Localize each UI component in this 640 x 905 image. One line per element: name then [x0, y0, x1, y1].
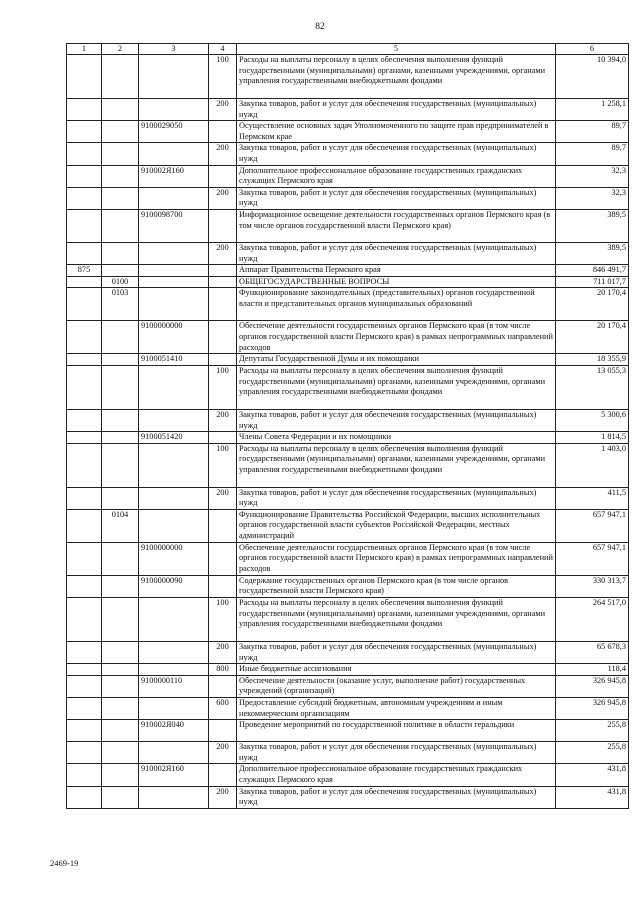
cell-name: Расходы на выплаты персоналу в целях обеспечения выполнения функций государственными (муниципальными) органами, казенными учреждениями, органами управления государственными внебюджетными фондами: [237, 443, 556, 487]
cell-amount: 330 313,7: [556, 575, 629, 597]
cell-amount: 846 491,7: [556, 265, 629, 277]
table-row: [67, 354, 629, 366]
cell-target-article: [139, 664, 209, 676]
cell-amount: 65 678,3: [556, 642, 629, 664]
cell-amount: 13 055,3: [556, 365, 629, 409]
cell-name: Закупка товаров, работ и услуг для обеспечения государственных (муниципальных) нужд: [237, 742, 556, 764]
cell-name: Расходы на выплаты персоналу в целях обеспечения выполнения функций государственными (муниципальными) органами, казенными учреждениями, органами управления государственными внебюджетными фондами: [237, 365, 556, 409]
table-row: [67, 99, 629, 121]
cell-expense-type: 100: [209, 443, 237, 487]
cell-department: [67, 443, 102, 487]
footer-code: 2469-19: [50, 858, 79, 868]
cell-section: [102, 598, 139, 642]
cell-expense-type: 200: [209, 242, 237, 264]
cell-amount: 118,4: [556, 664, 629, 676]
col-header-5: 5: [237, 44, 556, 55]
cell-expense-type: [209, 720, 237, 742]
cell-target-article: [139, 409, 209, 431]
cell-department: [67, 509, 102, 542]
table-row: [67, 432, 629, 444]
cell-expense-type: [209, 509, 237, 542]
table-row: [67, 55, 629, 99]
table-row: [67, 786, 629, 808]
cell-section: [102, 165, 139, 187]
cell-section: [102, 321, 139, 354]
cell-expense-type: [209, 575, 237, 597]
table-row: [67, 642, 629, 664]
cell-target-article: 9100051410: [139, 354, 209, 366]
cell-section: [102, 642, 139, 664]
cell-expense-type: [209, 542, 237, 575]
cell-target-article: 9100000000: [139, 321, 209, 354]
table-row: [67, 143, 629, 165]
cell-section: [102, 265, 139, 277]
table-row: [67, 365, 629, 409]
cell-name: Проведение мероприятий по государственной политике в области геральдики: [237, 720, 556, 742]
cell-name: Закупка товаров, работ и услуг для обеспечения государственных (муниципальных) нужд: [237, 487, 556, 509]
cell-amount: 411,5: [556, 487, 629, 509]
cell-target-article: [139, 143, 209, 165]
cell-target-article: [139, 187, 209, 209]
cell-target-article: 910002Я040: [139, 720, 209, 742]
cell-target-article: 9100051420: [139, 432, 209, 444]
cell-amount: 5 300,6: [556, 409, 629, 431]
cell-section: [102, 742, 139, 764]
cell-name: Иные бюджетные ассигнования: [237, 664, 556, 676]
cell-expense-type: 100: [209, 598, 237, 642]
cell-amount: 255,8: [556, 742, 629, 764]
cell-target-article: [139, 742, 209, 764]
cell-amount: 389,5: [556, 242, 629, 264]
cell-target-article: [139, 365, 209, 409]
cell-department: [67, 575, 102, 597]
cell-expense-type: [209, 165, 237, 187]
cell-target-article: 910002Я160: [139, 764, 209, 786]
cell-department: [67, 432, 102, 444]
cell-amount: 326 945,8: [556, 675, 629, 697]
cell-amount: 431,8: [556, 764, 629, 786]
table-row: [67, 698, 629, 720]
cell-target-article: [139, 698, 209, 720]
cell-target-article: [139, 265, 209, 277]
table-row: [67, 542, 629, 575]
cell-section: 0103: [102, 288, 139, 321]
cell-name: Закупка товаров, работ и услуг для обеспечения государственных (муниципальных) нужд: [237, 642, 556, 664]
cell-amount: 18 355,9: [556, 354, 629, 366]
cell-expense-type: [209, 675, 237, 697]
cell-expense-type: 200: [209, 742, 237, 764]
cell-target-article: [139, 786, 209, 808]
cell-department: [67, 698, 102, 720]
cell-amount: 1 258,1: [556, 99, 629, 121]
cell-amount: 389,5: [556, 209, 629, 242]
budget-table: [66, 43, 629, 809]
cell-target-article: [139, 642, 209, 664]
cell-expense-type: 200: [209, 642, 237, 664]
cell-section: [102, 698, 139, 720]
cell-amount: 10 394,0: [556, 55, 629, 99]
cell-expense-type: 200: [209, 786, 237, 808]
cell-department: [67, 598, 102, 642]
col-header-6: 6: [556, 44, 629, 55]
cell-department: [67, 675, 102, 697]
table-row: [67, 242, 629, 264]
cell-expense-type: 100: [209, 365, 237, 409]
cell-name: Закупка товаров, работ и услуг для обеспечения государственных (муниципальных) нужд: [237, 143, 556, 165]
cell-section: [102, 121, 139, 143]
cell-target-article: [139, 276, 209, 288]
cell-expense-type: [209, 432, 237, 444]
table-row: [67, 443, 629, 487]
cell-amount: 657 947,1: [556, 509, 629, 542]
cell-target-article: 9100000000: [139, 542, 209, 575]
col-header-1: 1: [67, 44, 102, 55]
cell-name: ОБЩЕГОСУДАРСТВЕННЫЕ ВОПРОСЫ: [237, 276, 556, 288]
cell-section: [102, 354, 139, 366]
table-row: [67, 664, 629, 676]
cell-department: [67, 187, 102, 209]
cell-section: [102, 575, 139, 597]
cell-expense-type: 200: [209, 409, 237, 431]
cell-expense-type: [209, 764, 237, 786]
cell-name: Расходы на выплаты персоналу в целях обеспечения выполнения функций государственными (муниципальными) органами, казенными учреждениями, органами управления государственными внебюджетными фондами: [237, 55, 556, 99]
cell-department: [67, 55, 102, 99]
cell-amount: 32,3: [556, 187, 629, 209]
cell-amount: 20 170,4: [556, 288, 629, 321]
page-number: 82: [315, 22, 325, 32]
cell-expense-type: [209, 288, 237, 321]
cell-department: [67, 764, 102, 786]
cell-name: Закупка товаров, работ и услуг для обеспечения государственных (муниципальных) нужд: [237, 242, 556, 264]
cell-department: [67, 99, 102, 121]
cell-expense-type: 200: [209, 187, 237, 209]
header-row: [67, 44, 629, 55]
cell-amount: 255,8: [556, 720, 629, 742]
cell-expense-type: 200: [209, 487, 237, 509]
cell-name: Дополнительное профессиональное образование государственных гражданских служащих Пермского края: [237, 764, 556, 786]
cell-department: [67, 642, 102, 664]
cell-section: [102, 542, 139, 575]
cell-amount: 264 517,0: [556, 598, 629, 642]
cell-section: [102, 764, 139, 786]
cell-expense-type: [209, 321, 237, 354]
cell-department: [67, 242, 102, 264]
cell-section: [102, 55, 139, 99]
cell-amount: 326 945,8: [556, 698, 629, 720]
table-row: [67, 487, 629, 509]
cell-name: Депутаты Государственной Думы и их помощники: [237, 354, 556, 366]
table-row: [67, 187, 629, 209]
cell-department: [67, 786, 102, 808]
table-row: [67, 509, 629, 542]
cell-amount: 1 814,5: [556, 432, 629, 444]
cell-name: Осуществление основных задач Уполномоченного по защите прав предпринимателей в Пермском крае: [237, 121, 556, 143]
cell-target-article: 9100098700: [139, 209, 209, 242]
cell-department: [67, 276, 102, 288]
cell-expense-type: [209, 121, 237, 143]
cell-target-article: [139, 55, 209, 99]
cell-department: [67, 143, 102, 165]
cell-name: Члены Совета Федерации и их помощники: [237, 432, 556, 444]
cell-name: Расходы на выплаты персоналу в целях обеспечения выполнения функций государственными (муниципальными) органами, казенными учреждениями, органами управления государственными внебюджетными фондами: [237, 598, 556, 642]
cell-department: 875: [67, 265, 102, 277]
cell-department: [67, 209, 102, 242]
cell-amount: 1 403,0: [556, 443, 629, 487]
cell-expense-type: [209, 354, 237, 366]
cell-section: 0104: [102, 509, 139, 542]
table-row: [67, 209, 629, 242]
cell-section: [102, 365, 139, 409]
cell-section: [102, 409, 139, 431]
cell-section: [102, 209, 139, 242]
cell-department: [67, 542, 102, 575]
cell-name: Содержание государственных органов Пермского края (в том числе органов государственной власти Пермского края): [237, 575, 556, 597]
cell-section: [102, 487, 139, 509]
cell-target-article: [139, 443, 209, 487]
cell-amount: 431,8: [556, 786, 629, 808]
cell-expense-type: 100: [209, 55, 237, 99]
cell-expense-type: [209, 265, 237, 277]
cell-target-article: 9100029050: [139, 121, 209, 143]
cell-section: [102, 99, 139, 121]
cell-section: [102, 720, 139, 742]
cell-expense-type: 200: [209, 99, 237, 121]
cell-section: 0100: [102, 276, 139, 288]
cell-department: [67, 354, 102, 366]
cell-section: [102, 143, 139, 165]
table-row: [67, 598, 629, 642]
cell-section: [102, 664, 139, 676]
cell-target-article: [139, 509, 209, 542]
table-row: [67, 288, 629, 321]
col-header-3: 3: [139, 44, 209, 55]
cell-target-article: [139, 598, 209, 642]
cell-name: Закупка товаров, работ и услуг для обеспечения государственных (муниципальных) нужд: [237, 187, 556, 209]
cell-section: [102, 187, 139, 209]
table-row: [67, 121, 629, 143]
cell-department: [67, 165, 102, 187]
cell-amount: 657 947,1: [556, 542, 629, 575]
cell-department: [67, 321, 102, 354]
cell-department: [67, 121, 102, 143]
cell-target-article: [139, 487, 209, 509]
table-row: [67, 321, 629, 354]
cell-amount: 20 170,4: [556, 321, 629, 354]
cell-amount: 32,3: [556, 165, 629, 187]
table-row: [67, 764, 629, 786]
col-header-2: 2: [102, 44, 139, 55]
cell-expense-type: [209, 209, 237, 242]
cell-target-article: 9100000110: [139, 675, 209, 697]
cell-expense-type: 800: [209, 664, 237, 676]
table-row: [67, 265, 629, 277]
cell-department: [67, 664, 102, 676]
cell-name: Функционирование законодательных (представительных) органов государственной власти и представительных органов муниципальных образований: [237, 288, 556, 321]
cell-department: [67, 365, 102, 409]
table-row: [67, 575, 629, 597]
table-row: [67, 742, 629, 764]
cell-department: [67, 487, 102, 509]
cell-section: [102, 443, 139, 487]
cell-name: Дополнительное профессиональное образование государственных гражданских служащих Пермского края: [237, 165, 556, 187]
cell-section: [102, 432, 139, 444]
cell-section: [102, 675, 139, 697]
cell-section: [102, 242, 139, 264]
cell-name: Закупка товаров, работ и услуг для обеспечения государственных (муниципальных) нужд: [237, 99, 556, 121]
cell-department: [67, 288, 102, 321]
cell-expense-type: 200: [209, 143, 237, 165]
cell-name: Аппарат Правительства Пермского края: [237, 265, 556, 277]
cell-amount: 89,7: [556, 143, 629, 165]
cell-name: Обеспечение деятельности государственных органов Пермского края (в том числе органов государственной власти Пермского края) в рамках непрограммных направлений расходов: [237, 321, 556, 354]
cell-target-article: [139, 288, 209, 321]
cell-expense-type: 600: [209, 698, 237, 720]
col-header-4: 4: [209, 44, 237, 55]
table-row: [67, 165, 629, 187]
cell-name: Предоставление субсидий бюджетным, автономным учреждениям и иным некоммерческим организациям: [237, 698, 556, 720]
cell-amount: 711 017,7: [556, 276, 629, 288]
cell-expense-type: [209, 276, 237, 288]
cell-section: [102, 786, 139, 808]
cell-name: Обеспечение деятельности государственных органов Пермского края (в том числе органов государственной власти Пермского края) в рамках непрограммных направлений расходов: [237, 542, 556, 575]
cell-target-article: 910002Я160: [139, 165, 209, 187]
cell-department: [67, 742, 102, 764]
cell-name: Функционирование Правительства Российской Федерации, высших исполнительных органов государственной власти субъектов Российской Федерации, местных администраций: [237, 509, 556, 542]
cell-name: Обеспечение деятельности (оказание услуг, выполнение работ) государственных учреждений (организаций): [237, 675, 556, 697]
table-body: [67, 55, 629, 809]
table-row: [67, 720, 629, 742]
cell-target-article: [139, 99, 209, 121]
cell-department: [67, 409, 102, 431]
cell-target-article: [139, 242, 209, 264]
cell-department: [67, 720, 102, 742]
cell-name: Закупка товаров, работ и услуг для обеспечения государственных (муниципальных) нужд: [237, 409, 556, 431]
cell-target-article: 9100000090: [139, 575, 209, 597]
table-row: [67, 675, 629, 697]
table-row: [67, 276, 629, 288]
cell-name: Информационное освещение деятельности государственных органов Пермского края (в том числе органов государственной власти Пермского края): [237, 209, 556, 242]
cell-amount: 89,7: [556, 121, 629, 143]
table-row: [67, 409, 629, 431]
cell-name: Закупка товаров, работ и услуг для обеспечения государственных (муниципальных) нужд: [237, 786, 556, 808]
